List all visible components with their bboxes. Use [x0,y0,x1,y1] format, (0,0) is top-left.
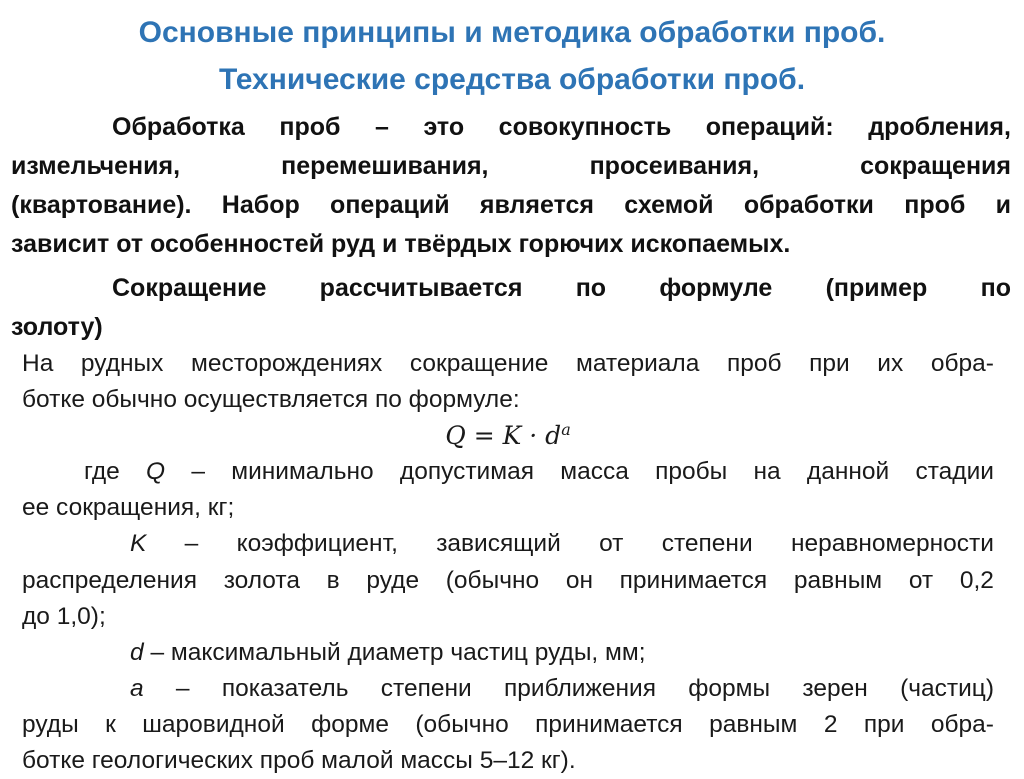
paragraph-line: золоту) [11,313,103,341]
word: допустимая [399,458,534,486]
formula-equals: = [473,421,495,451]
word: совокупность [498,113,672,141]
d-definition-line [22,635,994,671]
word: форме [311,710,389,738]
reduction-formula [22,418,994,454]
word: золота [223,566,300,594]
word: рудных [80,350,164,377]
word: равным [709,710,798,738]
k-definition-cont [22,563,994,599]
k-definition-end: до 1,0); [22,602,106,630]
word: принимается [619,566,768,594]
d-symbol: d [130,638,144,666]
word: зерен [802,674,868,702]
formula-dot: · [529,421,538,451]
word: – [175,674,190,702]
excerpt-line [22,346,994,382]
word: (частиц) [900,674,994,702]
paragraph-line [11,147,1011,186]
word: от [599,530,624,558]
word: – [184,530,199,558]
word: степени [380,674,472,702]
word: показатель [221,674,349,702]
textbook-excerpt [22,346,994,779]
word: На [22,350,54,377]
word: от [908,566,934,594]
word: масса [560,458,629,486]
word: (обычно [415,710,509,738]
definition-paragraph [11,108,1011,264]
word: сокращения [860,152,1011,180]
word: минимально [231,458,374,486]
word: пробы [655,458,728,486]
word: равным [793,566,883,594]
word: перемешивания, [281,152,489,180]
word: стадии [915,458,994,486]
slide-title-line-2: Технические средства обработки проб. [218,63,806,96]
q-lead: где [84,458,120,486]
word: к [105,710,116,738]
word: данной [806,458,890,486]
paragraph-line: зависит от особенностей руд и твёрдых горючих ископаемых. [11,230,791,258]
word: рассчитывается [319,274,523,302]
word: – [375,113,389,141]
word: (обычно [445,566,540,594]
word: на [753,458,781,486]
word: схемой [624,191,714,219]
q-definition-line [22,454,994,490]
a-definition-cont [22,707,994,743]
a-definition-end: ботке геологических проб малой массы 5–12 кг). [22,747,576,775]
word: Набор [221,191,300,219]
word: по [575,274,607,302]
word: распределения [22,566,197,594]
word: операций [330,191,450,219]
a-symbol: a [130,674,144,702]
word: принимается [535,710,683,738]
formula-d: d [545,421,562,451]
paragraph-line [11,186,1011,225]
word: проб [726,350,782,377]
d-definition-text: – максимальный диаметр частиц руды, мм; [143,638,646,666]
word: руде [366,566,420,594]
word: при [863,710,905,738]
formula-q: Q [445,421,466,451]
word: он [565,566,593,594]
k-definition-line [22,526,994,562]
word: измельчения, [11,152,181,180]
word: это [423,113,465,141]
word: проб [279,113,341,141]
word: формы [688,674,771,702]
word: проб [904,191,966,219]
slide-title-line-1: Основные принципы и методика обработки проб. [138,16,886,49]
word: (пример [825,274,928,302]
word: степени [661,530,753,558]
word: коэффициент, [236,530,398,558]
excerpt-line: ботке обычно осуществляется по формуле: [22,386,520,414]
word: и [995,191,1011,219]
formula-exponent: a [561,420,571,440]
word: приближения [503,674,656,702]
paragraph-line [11,269,1011,308]
word: операций: [705,113,834,141]
word: 0,2 [959,566,994,594]
word: обра- [930,350,994,377]
word: месторождениях [191,350,383,377]
word: сокращение [409,350,549,377]
word: формуле [659,274,773,302]
word: при [809,350,850,377]
word: Сокращение [112,274,267,302]
a-definition-line [22,671,994,707]
word: Обработка [112,113,245,141]
word: по [980,274,1011,302]
paragraph-line [11,108,1011,147]
word: неравномерности [790,530,994,558]
word: является [479,191,594,219]
q-symbol: Q [146,458,166,486]
word: зависящий [436,530,561,558]
word: 2 [823,710,838,738]
word: обработки [743,191,874,219]
k-symbol: K [130,530,147,558]
formula-k: K [502,421,522,451]
word: обра- [930,710,994,738]
q-definition-cont: ее сокращения, кг; [22,494,235,522]
word: – [191,458,205,486]
word: в [326,566,340,594]
word: руды [22,710,79,738]
word: материала [575,350,700,377]
word: дробления, [868,113,1011,141]
word: шаровидной [142,710,285,738]
word: просеивания, [589,152,760,180]
word: их [877,350,904,377]
word: (квартование). [11,191,192,219]
reduction-paragraph [11,269,1011,347]
